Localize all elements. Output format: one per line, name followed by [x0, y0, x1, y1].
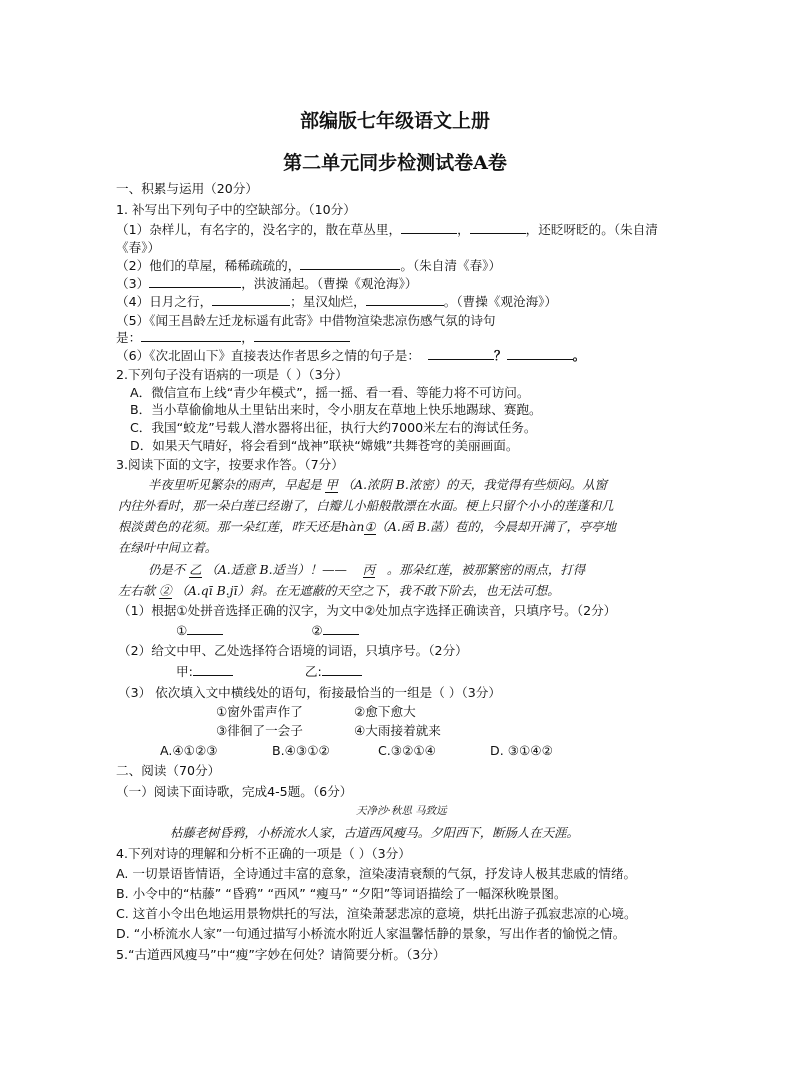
question-2-option-b: B．当小草偷偷地从土里钻出来时，令小朋友在草地上快乐地踢球、赛跑。 [130, 402, 542, 417]
passage-text: （A.函 B.菡）苞的，今晨却开满了，亭亭地 [375, 519, 617, 534]
passage-line-4: 在绿叶中间立着。 [118, 540, 218, 555]
answer-blank[interactable] [470, 221, 526, 234]
question-3-stem: 3.阅读下面的文字，按要求作答。（7分） [116, 457, 344, 472]
passage-text: 半夜里听见繁杂的雨声，早起是 [148, 477, 322, 492]
passage-text: （A.浓阴 B.浓密）的天，我觉得有些烦闷。从窗 [341, 477, 608, 492]
passage-line-2: 内往外看时，那一朵白莲已经谢了，白瓣儿小船般散漂在水面。梗上只留个小小的莲蓬和几 [118, 498, 614, 513]
passage-text: 左右欹 [118, 583, 156, 598]
q1-2-text-b: 。（朱自清《春》） [400, 258, 502, 273]
answer-blank[interactable] [401, 221, 457, 234]
section-header-1: 一、积累与运用（20分） [116, 181, 258, 196]
passage-text: 根淡黄色的花须。那一朵红莲，昨天还是hàn [118, 519, 365, 534]
question-2-option-c: C．我国“蛟龙”号载人潜水器将出征，执行大约7000米左右的海试任务。 [130, 420, 537, 435]
question-1-5-cont: 是： ， [116, 329, 350, 346]
answer-blank[interactable] [300, 257, 400, 270]
question-3-3-option-b: B.④③①② [272, 743, 330, 758]
answer-blank[interactable] [212, 293, 290, 306]
answer-blank[interactable] [507, 347, 573, 360]
subsection-1: （一）阅读下面诗歌，完成4-5题。（6分） [116, 784, 353, 799]
question-1-1-cont: 《春》） [116, 240, 161, 255]
answer-blank[interactable] [187, 622, 223, 635]
answer-blank[interactable] [193, 663, 233, 676]
question-4-option-b: B. 小令中的“枯藤” “昏鸦” “西风” “瘦马” “夕阳”等词语描绘了一幅深秋晚景图。 [116, 886, 567, 901]
q1-4-text-c: 。（曹操《观沧海》） [443, 294, 558, 309]
question-4-stem: 4.下列对诗的理解和分析不正确的一项是（ ）（3分） [116, 846, 411, 861]
question-1-6 [116, 347, 585, 364]
answer-blank[interactable] [149, 275, 241, 288]
question-3-3-item-2: ②愈下愈大 [354, 704, 416, 719]
question-1-3 [116, 275, 418, 292]
q1-6-text-a: （6）《次北固山下》直接表达作者思乡之情的句子是： [116, 348, 420, 363]
question-3-3-item-1: ①窗外雷声作了 [216, 704, 303, 719]
question-4-option-d: D. “小桥流水人家”一句通过描写小桥流水附近人家温馨恬静的景象，写出作者的愉悦之情。 [116, 926, 626, 941]
answer-blank[interactable] [141, 329, 241, 342]
q1-1-text-b: ，还眨呀眨的。（朱自清 [525, 222, 658, 237]
q1-4-text-a: （4）日月之行， [116, 294, 213, 309]
passage-text: 仍是不 [148, 562, 186, 577]
passage-text: 。那朵红莲，被那繁密的雨点，打得 [386, 562, 586, 577]
question-3-2: （2）给文中甲、乙处选择符合语境的词语，只填序号。（2分） [118, 643, 468, 658]
question-1-4 [116, 293, 557, 310]
question-2-stem: 2.下列句子没有语病的一项是（ ）（3分） [116, 367, 348, 382]
poem-title: 天净沙·秋思 马致远 [356, 805, 447, 817]
question-3-3: （3） 依次填入文中横线处的语句，衔接最恰当的一组是（ ）（3分） [118, 685, 501, 700]
question-4-option-a: A. 一切景语皆情语，全诗通过丰富的意象，渲染凄清衰颓的气氛，抒发诗人极其悲戚的情绪。 [116, 866, 637, 881]
question-2-option-a: A．微信宣布上线“青少年模式”，摇一摇、看一看、等能力将不可访问。 [130, 385, 530, 400]
page-title: 部编版七年级语文上册 [299, 110, 490, 132]
answer-label: ① [176, 623, 188, 638]
answer-blank[interactable] [323, 622, 359, 635]
q1-3-text-b: ，洪波涌起。（曹操《观沧海》） [241, 276, 418, 291]
question-1-5: （5）《闻王昌龄左迁龙标遥有此寄》中借物渲染悲凉伤感气氛的诗句 [116, 313, 496, 328]
question-3-1: （1）根据①处拼音选择正确的汉字，为文中②处加点字选择正确读音，只填序号。（2分） [118, 603, 617, 618]
answer-blank[interactable] [322, 663, 362, 676]
question-2-option-d: D．如果天气晴好，将会看到“战神”联袂“嫦娥”共舞苍穹的美丽画面。 [130, 438, 519, 453]
answer-blank[interactable] [254, 329, 350, 342]
blank-2: ② [159, 583, 172, 598]
q1-1-text-a: （1）杂样儿，有名字的，没名字的，散在草丛里， [116, 222, 402, 237]
question-3-3-item-4: ④大雨接着就来 [354, 723, 441, 738]
q1-3-text-a: （3） [116, 276, 150, 291]
passage-line-6 [118, 582, 560, 599]
question-3-2-answers [176, 663, 362, 680]
answer-label: 乙: [304, 664, 322, 679]
q1-6-period: 。 [572, 348, 586, 363]
blank-yi: 乙 [189, 562, 202, 577]
passage-line-3 [118, 518, 616, 535]
q1-6-question-mark: ？ [493, 348, 507, 363]
blank-1: ① [364, 519, 376, 534]
answer-blank[interactable] [366, 293, 444, 306]
question-5-stem: 5.“古道西风瘦马”中“瘦”字妙在何处？请简要分析。（3分） [116, 947, 446, 962]
blank-jia: 甲 [325, 477, 338, 492]
q1-4-text-b: ；星汉灿烂， [290, 294, 366, 309]
answer-blank[interactable] [428, 347, 494, 360]
question-3-3-option-a: A.④①②③ [160, 743, 218, 758]
page-subtitle: 第二单元同步检测试卷A卷 [283, 152, 507, 174]
question-3-1-answers [176, 622, 359, 639]
question-3-3-option-d: D. ③①④② [490, 743, 553, 758]
passage-text: （A.适意 B.适当）！—— [205, 562, 347, 577]
passage-line-1 [148, 476, 607, 493]
question-1-stem: 1. 补写出下列句子中的空缺部分。（10分） [116, 202, 356, 217]
blank-bing: 丙 [362, 562, 376, 577]
passage-line-5 [148, 561, 585, 578]
question-3-3-option-c: C.③②①④ [378, 743, 436, 758]
section-header-2: 二、阅读（70分） [116, 763, 221, 778]
question-1-2 [116, 257, 501, 274]
answer-label: ② [311, 623, 323, 638]
question-3-3-item-3: ③徘徊了一会子 [216, 723, 303, 738]
passage-text: （A.qī B.jī）斜。在无遮蔽的天空之下，我不敢下阶去，也无法可想。 [175, 583, 560, 598]
question-4-option-c: C. 这首小令出色地运用景物烘托的写法，渲染萧瑟悲凉的意境，烘托出游子孤寂悲凉的心境。 [116, 906, 637, 921]
question-1-1: （1）杂样儿，有名字的，没名字的，散在草丛里， ， ，还眨呀眨的。（朱自清 [116, 222, 658, 237]
q1-5-text-b: 是： [116, 330, 142, 345]
answer-label: 甲: [176, 664, 193, 679]
q1-2-text-a: （2）他们的草屋，稀稀疏疏的， [116, 258, 301, 273]
poem-body: 枯藤老树昏鸦，小桥流水人家，古道西风瘦马。夕阳西下，断肠人在天涯。 [170, 825, 579, 840]
